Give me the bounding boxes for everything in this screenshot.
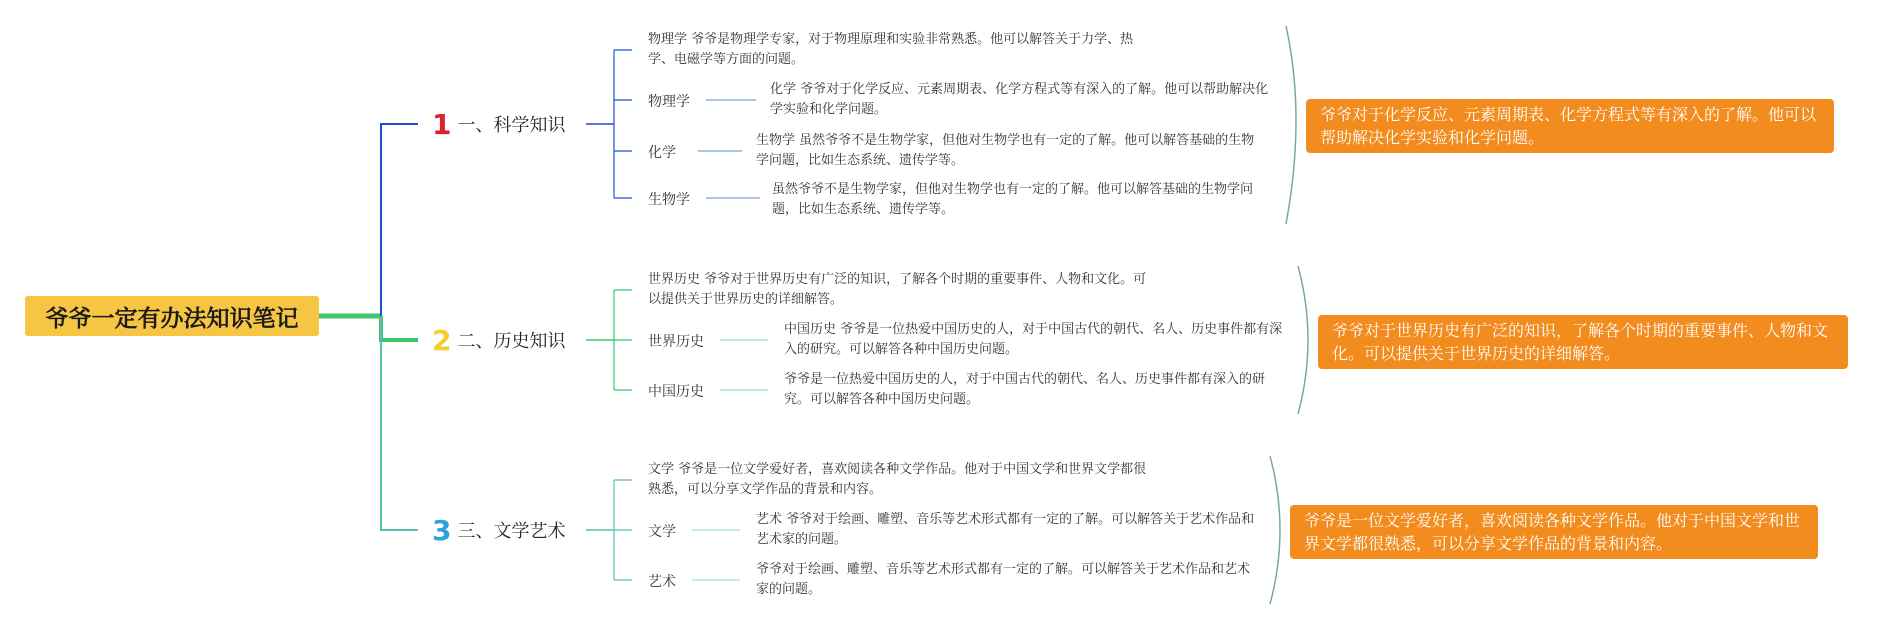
row-label: 艺术 <box>648 574 676 590</box>
section-number: 1 <box>432 107 452 141</box>
section-intro: 物理学 爷爷是物理学专家，对于物理原理和实验非常熟悉。他可以解答关于力学、热学、电磁学等方面的问题。 <box>648 32 1134 67</box>
section-intro: 世界历史 爷爷对于世界历史有广泛的知识，了解各个时期的重要事件、人物和文化。可以提供关于世界历史的详细解答。 <box>648 272 1147 307</box>
row-label: 世界历史 <box>648 334 704 350</box>
section-literature-art[interactable] <box>418 512 579 548</box>
section-history[interactable] <box>418 322 579 358</box>
section-title: 一、科学知识 <box>457 115 566 136</box>
row-label: 物理学 <box>648 94 690 110</box>
summary-card[interactable]: 爷爷对于化学反应、元素周期表、化学方程式等有深入的了解。他可以帮助解决化学实验和化学问题。 <box>1306 99 1834 153</box>
row-label: 化学 <box>648 145 676 161</box>
section-number: 3 <box>432 513 452 547</box>
row-text: 艺术 爷爷对于绘画、雕塑、音乐等艺术形式都有一定的了解。可以解答关于艺术作品和艺术家的问题。 <box>756 512 1255 547</box>
row-text: 中国历史 爷爷是一位热爱中国历史的人，对于中国古代的朝代、名人、历史事件都有深入的研究。可以解答各种中国历史问题。 <box>784 322 1283 357</box>
section-intro: 文学 爷爷是一位文学爱好者，喜欢阅读各种文学作品。他对于中国文学和世界文学都很熟悉，可以分享文学作品的背景和内容。 <box>648 462 1147 497</box>
row-label: 生物学 <box>648 192 690 208</box>
root-title: 爷爷一定有办法知识笔记 <box>45 305 299 332</box>
row-text: 爷爷是一位热爱中国历史的人，对于中国古代的朝代、名人、历史事件都有深入的研究。可以解答各种中国历史问题。 <box>784 372 1266 407</box>
row-label: 文学 <box>648 524 676 540</box>
summary-card[interactable]: 爷爷对于世界历史有广泛的知识，了解各个时期的重要事件、人物和文化。可以提供关于世界历史的详细解答。 <box>1318 315 1848 369</box>
summary-card[interactable]: 爷爷是一位文学爱好者，喜欢阅读各种文学作品。他对于中国文学和世界文学都很熟悉，可以分享文学作品的背景和内容。 <box>1290 505 1818 559</box>
row-label: 中国历史 <box>648 384 704 400</box>
root-topic[interactable] <box>25 296 319 336</box>
section-number: 2 <box>432 323 452 357</box>
row-text: 爷爷对于绘画、雕塑、音乐等艺术形式都有一定的了解。可以解答关于艺术作品和艺术家的问题。 <box>756 562 1251 597</box>
section-title: 二、历史知识 <box>457 331 566 352</box>
section-science[interactable] <box>418 106 579 142</box>
section-title: 三、文学艺术 <box>457 521 566 542</box>
row-text: 虽然爷爷不是生物学家，但他对生物学也有一定的了解。他可以解答基础的生物学问题，比如生态系统、遗传学等。 <box>772 182 1254 217</box>
row-text: 生物学 虽然爷爷不是生物学家，但他对生物学也有一定的了解。他可以解答基础的生物学问题，比如生态系统、遗传学等。 <box>756 133 1255 168</box>
row-text: 化学 爷爷对于化学反应、元素周期表、化学方程式等有深入的了解。他可以帮助解决化学实验和化学问题。 <box>770 82 1269 117</box>
